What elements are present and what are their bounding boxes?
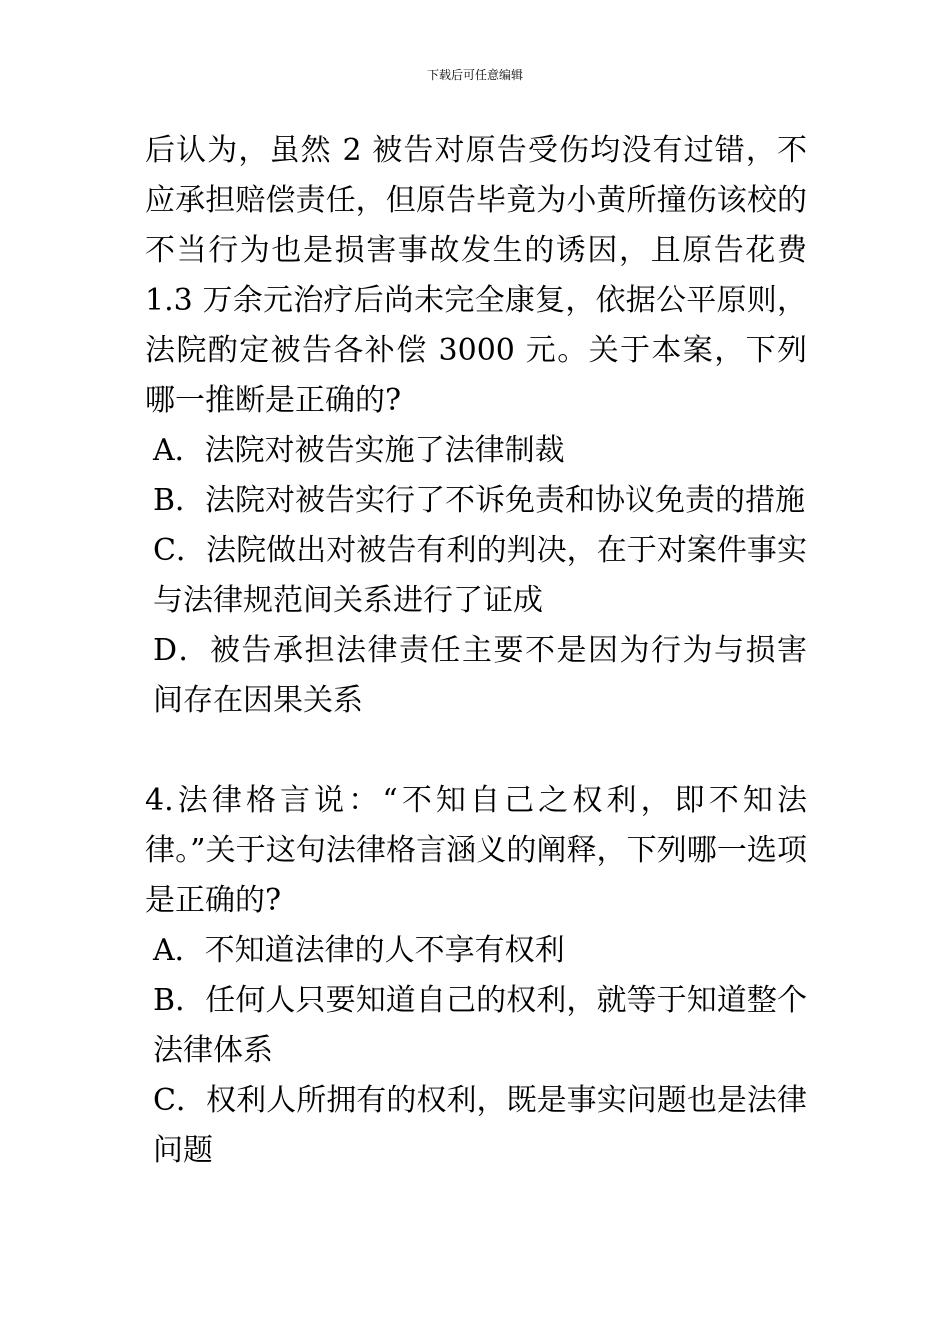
question-4-option-c: C．权利人所拥有的权利，既是事实问题也是法律问题 <box>153 1083 807 1168</box>
paragraph-spacer <box>145 726 807 776</box>
question-4-option-a: A．不知道法律的人不享有权利 <box>153 933 565 968</box>
question-3-option-b: B．法院对被告实行了不诉免责和协议免责的措施 <box>153 483 806 518</box>
question-3-option-a: A．法院对被告实施了法律制裁 <box>153 433 565 468</box>
page-header: 下载后可任意编辑 <box>426 68 523 82</box>
question-4-option-b: B．任何人只要知道自己的权利，就等于知道整个法律体系 <box>153 983 807 1068</box>
question-4-stem: 4.法律格言说：“不知自己之权利，即不知法律。”关于这句法律格言涵义的阐释，下列哪一选项是正确的? <box>145 783 807 918</box>
question-3-stem: 后认为，虽然 2 被告对原告受伤均没有过错，不应承担赔偿责任，但原告毕竟为小黄所撞伤该校的不当行为也是损害事故发生的诱因，且原告花费 1.3 万余元治疗后尚未完全康复，依据公平原则，法院酌定被告各补偿 3000 元。关于本案，下列哪一推断是正确的? <box>145 133 807 418</box>
question-3-option-c: C．法院做出对被告有利的判决，在于对案件事实与法律规范间关系进行了证成 <box>153 533 807 618</box>
question-3-option-d: D．被告承担法律责任主要不是因为行为与损害间存在因果关系 <box>153 633 807 718</box>
document-body <box>145 126 807 1176</box>
